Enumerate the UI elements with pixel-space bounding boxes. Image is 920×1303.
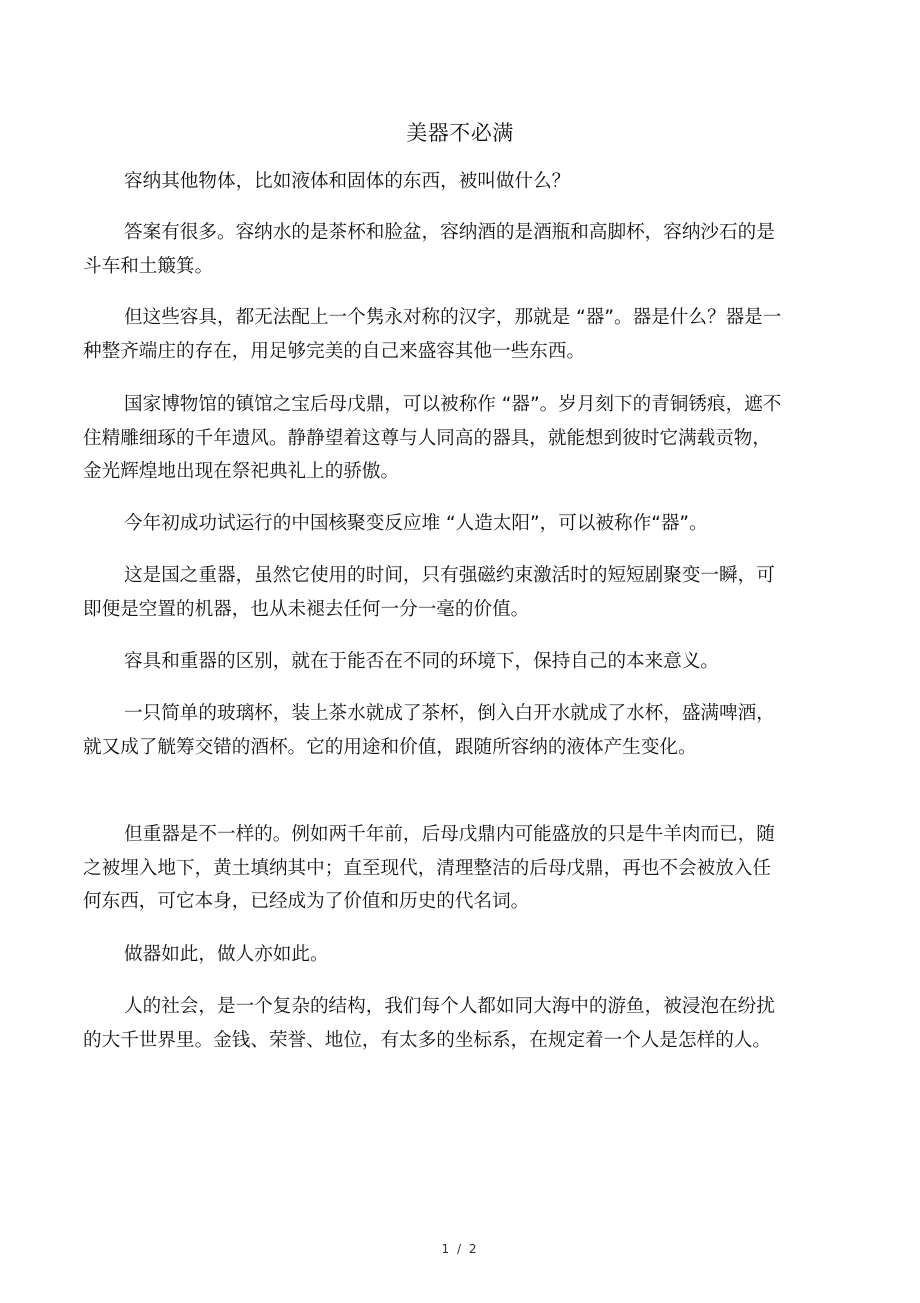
paragraph-8: 一只简单的玻璃杯，装上茶水就成了茶杯，倒入白开水就成了水杯，盛满啤酒，就又成了觥筹交错的酒杯。它的用途和价值，跟随所容纳的液体产生变化。 <box>83 703 775 758</box>
document-title: 美器不必满 <box>406 121 514 145</box>
paragraph-5: 今年初成功试运行的中国核聚变反应堆 “人造太阳”，可以被称作“器”。 <box>124 513 708 534</box>
paragraph-11: 人的社会，是一个复杂的结构，我们每个人都如同大海中的游鱼，被浸泡在纷扰的大千世界里。金钱、荣誉、地位，有太多的坐标系，在规定着一个人是怎样的人。 <box>83 996 775 1051</box>
paragraph-4: 国家博物馆的镇馆之宝后母戊鼎，可以被称作 “器”。岁月刻下的青铜锈痕，遮不住精雕细琢的千年遗风。静静望着这尊与人同高的器具，就能想到彼时它满载贡物，金光辉煌地出现在祭祀典礼上的骄傲。 <box>83 394 782 482</box>
paragraph-7: 容具和重器的区别，就在于能否在不同的环境下，保持自己的本来意义。 <box>124 651 720 672</box>
paragraph-9: 但重器是不一样的。例如两千年前，后母戊鼎内可能盛放的只是牛羊肉而已，随之被埋入地下，黄土填纳其中；直至现代，清理整洁的后母戊鼎，再也不会被放入任何东西，可它本身，已经成为了价值和历史的代名词。 <box>83 824 775 912</box>
paragraph-6: 这是国之重器，虽然它使用的时间，只有强磁约束激活时的短短剧聚变一瞬，可即便是空置的机器，也从未褪去任何一分一毫的价值。 <box>83 565 775 620</box>
page-number: 1 / 2 <box>441 1242 479 1256</box>
paragraph-1: 容纳其他物体，比如液体和固体的东西，被叫做什么？ <box>124 171 571 192</box>
paragraph-10: 做器如此，做人亦如此。 <box>124 944 329 965</box>
paragraph-3: 但这些容具，都无法配上一个隽永对称的汉字，那就是 “器”。器是什么？器是一种整齐端庄的存在，用足够完美的自己来盛容其他一些东西。 <box>83 307 782 362</box>
paragraph-2: 答案有很多。容纳水的是茶杯和脸盆，容纳酒的是酒瓶和高脚杯，容纳沙石的是斗车和土簸箕。 <box>83 222 775 277</box>
